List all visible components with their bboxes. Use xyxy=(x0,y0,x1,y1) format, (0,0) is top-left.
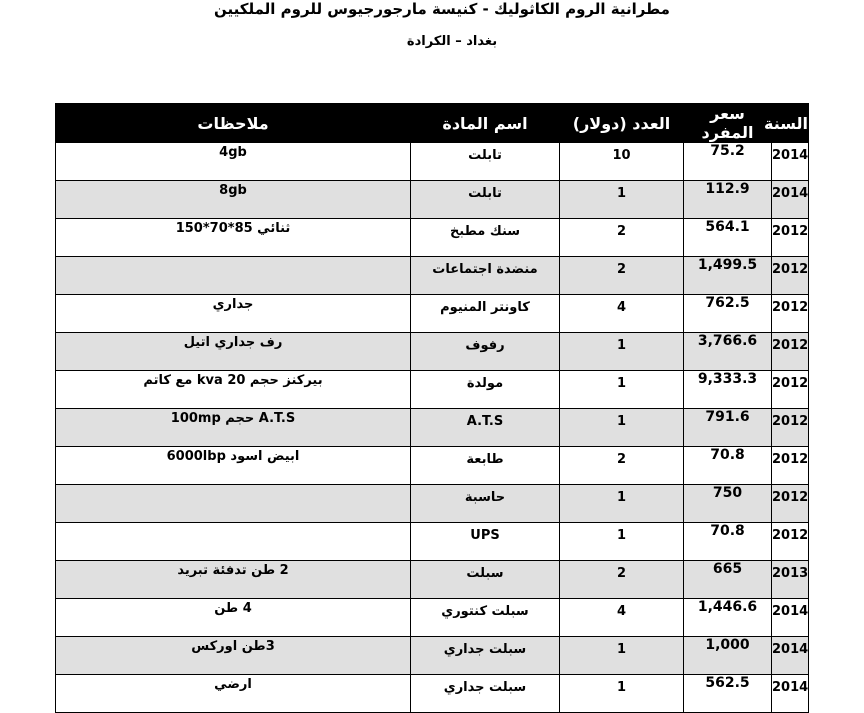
cell-year: 2012 xyxy=(772,219,809,257)
cell-notes: بيركنز حجم 20 kva مع كاتم xyxy=(56,371,411,409)
cell-item: سبلت جداري xyxy=(411,637,560,675)
header-notes: ملاحظات xyxy=(56,104,411,143)
cell-price: 70.8 xyxy=(684,447,772,485)
cell-item: سنك مطبخ xyxy=(411,219,560,257)
table-row xyxy=(56,219,809,257)
cell-count: 1 xyxy=(560,523,684,561)
cell-item: طابعة xyxy=(411,447,560,485)
table-header-row xyxy=(56,104,809,143)
cell-year: 2012 xyxy=(772,485,809,523)
cell-price: 75.2 xyxy=(684,143,772,181)
cell-year: 2012 xyxy=(772,295,809,333)
cell-notes xyxy=(56,485,411,523)
cell-item: سبلت xyxy=(411,561,560,599)
cell-year: 2014 xyxy=(772,637,809,675)
table-row xyxy=(56,181,809,219)
cell-price: 112.9 xyxy=(684,181,772,219)
cell-price: 70.8 xyxy=(684,523,772,561)
cell-count: 1 xyxy=(560,371,684,409)
cell-notes: رف جداري اتيل xyxy=(56,333,411,371)
cell-count: 1 xyxy=(560,675,684,713)
cell-year: 2014 xyxy=(772,675,809,713)
table-row xyxy=(56,333,809,371)
table-row xyxy=(56,257,809,295)
header-count: العدد (دولار) xyxy=(560,104,684,143)
cell-price: 1,000 xyxy=(684,637,772,675)
cell-notes xyxy=(56,523,411,561)
cell-year: 2012 xyxy=(772,409,809,447)
table-row xyxy=(56,409,809,447)
cell-count: 2 xyxy=(560,561,684,599)
cell-price: 562.5 xyxy=(684,675,772,713)
cell-notes: ابيض اسود 6000lbp xyxy=(56,447,411,485)
table-row xyxy=(56,561,809,599)
cell-notes: ثنائي 85*70*150 xyxy=(56,219,411,257)
cell-count: 4 xyxy=(560,295,684,333)
table-row xyxy=(56,485,809,523)
cell-item: سبلت كنتوري xyxy=(411,599,560,637)
cell-notes: A.T.S حجم 100mp xyxy=(56,409,411,447)
cell-year: 2014 xyxy=(772,143,809,181)
header-price: سعر المفرد xyxy=(684,104,772,143)
cell-count: 1 xyxy=(560,181,684,219)
cell-price: 564.1 xyxy=(684,219,772,257)
table-row xyxy=(56,675,809,713)
cell-count: 1 xyxy=(560,637,684,675)
cell-item: مولدة xyxy=(411,371,560,409)
cell-count: 1 xyxy=(560,409,684,447)
table-row xyxy=(56,637,809,675)
cell-item: كاونتر المنيوم xyxy=(411,295,560,333)
cell-item: حاسبة xyxy=(411,485,560,523)
cell-year: 2013 xyxy=(772,561,809,599)
cell-price: 1,446.6 xyxy=(684,599,772,637)
cell-price: 791.6 xyxy=(684,409,772,447)
cell-year: 2012 xyxy=(772,333,809,371)
cell-item: A.T.S xyxy=(411,409,560,447)
cell-item: UPS xyxy=(411,523,560,561)
cell-count: 1 xyxy=(560,485,684,523)
cell-count: 2 xyxy=(560,219,684,257)
cell-price: 3,766.6 xyxy=(684,333,772,371)
cell-item: منضدة اجتماعات xyxy=(411,257,560,295)
cell-notes: 2 طن تدفئة تبريد xyxy=(56,561,411,599)
cell-year: 2012 xyxy=(772,371,809,409)
cell-year: 2012 xyxy=(772,523,809,561)
cell-price: 9,333.3 xyxy=(684,371,772,409)
cell-price: 762.5 xyxy=(684,295,772,333)
cell-item: تابلت xyxy=(411,181,560,219)
cell-notes: 8gb xyxy=(56,181,411,219)
cell-notes: ارضي xyxy=(56,675,411,713)
cell-item: رفوف xyxy=(411,333,560,371)
table-row xyxy=(56,523,809,561)
cell-year: 2014 xyxy=(772,599,809,637)
cell-count: 2 xyxy=(560,447,684,485)
cell-year: 2012 xyxy=(772,257,809,295)
table-row xyxy=(56,295,809,333)
table-row xyxy=(56,599,809,637)
inventory-table xyxy=(55,103,809,713)
cell-notes: جداري xyxy=(56,295,411,333)
cell-year: 2014 xyxy=(772,181,809,219)
cell-year: 2012 xyxy=(772,447,809,485)
cell-item: سبلت جداري xyxy=(411,675,560,713)
table-row xyxy=(56,143,809,181)
page-subtitle: بغداد – الكرادة xyxy=(406,34,498,49)
header-item: اسم المادة xyxy=(411,104,560,143)
cell-count: 4 xyxy=(560,599,684,637)
cell-item: تابلت xyxy=(411,143,560,181)
cell-notes: 3طن اوركس xyxy=(56,637,411,675)
cell-count: 10 xyxy=(560,143,684,181)
table-row xyxy=(56,371,809,409)
cell-notes: 4gb xyxy=(56,143,411,181)
header-year: السنة xyxy=(772,104,809,143)
cell-notes: 4 طن xyxy=(56,599,411,637)
table-row xyxy=(56,447,809,485)
page-title: مطرانية الروم الكاثوليك - كنيسة مارجورجيوس للروم الملكيين xyxy=(214,0,670,18)
cell-count: 2 xyxy=(560,257,684,295)
cell-notes xyxy=(56,257,411,295)
cell-count: 1 xyxy=(560,333,684,371)
cell-price: 750 xyxy=(684,485,772,523)
cell-price: 665 xyxy=(684,561,772,599)
cell-price: 1,499.5 xyxy=(684,257,772,295)
